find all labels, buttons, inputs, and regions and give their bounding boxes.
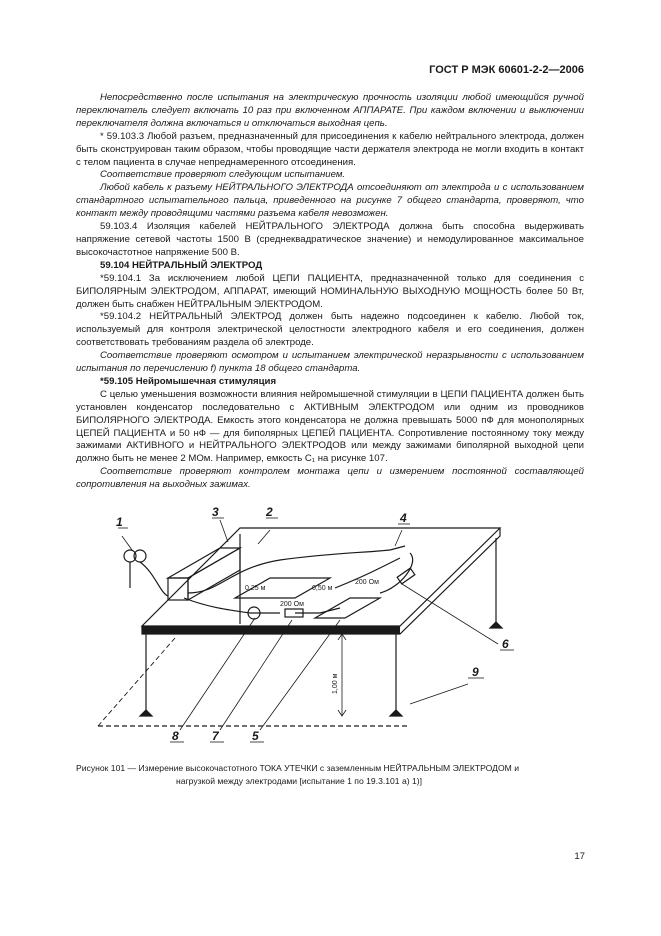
distance-label-025: 0,25 м (245, 585, 266, 592)
figure-label-2: 2 (266, 505, 273, 519)
figure-label-4: 4 (400, 511, 407, 525)
body-text (76, 92, 584, 492)
figure-label-1: 1 (116, 515, 123, 529)
resistor-label-bottom: 200 Ом (280, 601, 304, 608)
figure-caption (76, 762, 584, 787)
paragraph-59-103-4: 59.103.4 Изоляция кабелей НЕЙТРАЛЬНОГО ЭЛЕКТРОДА должна быть способна выдерживать напряжение сетевой частоты 1500 В (среднеквадратическое значение) и немодулированное максимальное высокочастотное напряжение 500 В. (76, 221, 584, 258)
resistor-label-right: 200 Ом (355, 579, 379, 586)
section-heading-59-105: *59.105 Нейромышечная стимуляция (100, 375, 277, 387)
paragraph-compliance-2: Соответствие проверяют осмотром и испытанием электрической неразрывности с использованием испытания по перечислению f) пункта 18 общего стандарта. (76, 350, 584, 375)
page-number: 17 (574, 851, 585, 862)
figure-label-7: 7 (212, 729, 219, 743)
paragraph-switch-test: Непосредственно после испытания на электрическую прочность изоляции любой имеющийся ручной переключатель следует включать 10 раз при включенном АППАРАТЕ. При каждом включении и выключении переключателя должна включаться и отключаться выходная цепь. (76, 92, 584, 129)
paragraph-59-104-1: *59.104.1 За исключением любой ЦЕПИ ПАЦИЕНТА, предназначенной только для соединения с БИПОЛЯРНЫМ ЭЛЕКТРОДОМ, АППАРАТ, имеющий НОМИНАЛЬНУЮ ВЫХОДНУЮ МОЩНОСТЬ более 50 Вт, должен быть снабжен НЕЙТРАЛЬНЫМ ЭЛЕКТРОДОМ. (76, 272, 584, 310)
section-heading-59-104: 59.104 НЕЙТРАЛЬНЫЙ ЭЛЕКТРОД (100, 259, 263, 271)
distance-label-050: 0,50 м (312, 585, 333, 592)
test-setup-figure (80, 498, 580, 748)
paragraph-compliance-3: Соответствие проверяют контролем монтажа цепи и измерением постоянной составляющей сопротивления на выходных зажимах. (76, 466, 584, 491)
figure-label-8: 8 (172, 729, 179, 743)
paragraph-59-105: С целью уменьшения возможности влияния нейромышечной стимуляции в ЦЕПИ ПАЦИЕНТА должен быть установлен конденсатор последовательно с АКТИВНЫМ ЭЛЕКТРОДОМ или одним из проводников БИПОЛЯРНОГО ЭЛЕКТРОДА. Емкость этого конденсатора не должна превышать 5000 пФ для монополярных ЦЕПЕЙ ПАЦИЕНТА и 50 нФ — для биполярных ЦЕПЕЙ ПАЦИЕНТА. Сопротивление постоянному току между зажимами АКТИВНОГО и НЕЙТРАЛЬНОГО ЭЛЕКТРОДОВ или между зажимами биполярной выходной цепи должно быть не менее 2 МОм. Например, емкость С₁ на рисунке 107. (76, 388, 584, 465)
figure-label-9: 9 (472, 665, 479, 679)
figure-label-5: 5 (252, 729, 259, 743)
standard-header: ГОСТ Р МЭК 60601-2-2—2006 (429, 64, 584, 76)
height-label: 1,00 м (332, 673, 339, 694)
paragraph-compliance-1: Соответствие проверяют следующим испытанием. (100, 169, 346, 181)
caption-line-2: нагрузкой между электродами [испытание 1 по 19.3.101 а) 1)] (176, 775, 423, 786)
caption-line-1: Рисунок 101 — Измерение высокочастотного ТОКА УТЕЧКИ с заземленным НЕЙТРАЛЬНЫМ ЭЛЕКТРОДОМ и (76, 763, 520, 773)
paragraph-cable-test: Любой кабель к разъему НЕЙТРАЛЬНОГО ЭЛЕКТРОДА отсоединяют от электрода и с использованием стандартного испытательного пальца, приведенного на рисунке 7 общего стандарта, проверяют, что контакт между проводящими частями разъема кабеля невозможен. (76, 182, 584, 220)
figure-label-6: 6 (502, 637, 509, 651)
paragraph-59-103-3: * 59.103.3 Любой разъем, предназначенный для присоединения к кабелю нейтрального электрода, должен быть сконструирован таким образом, чтобы проводящие части держателя электрода не могли входить в контакт с телом пациента в случае непреднамеренного отсоединения. (76, 130, 584, 168)
paragraph-59-104-2: *59.104.2 НЕЙТРАЛЬНЫЙ ЭЛЕКТРОД должен быть надежно подсоединен к кабелю. Любой ток, используемый для контроля электрической целостности электродного кабеля и его соединения, должен соответствовать требованиям раздела об электроде. (76, 311, 584, 349)
figure-label-3: 3 (212, 505, 219, 519)
